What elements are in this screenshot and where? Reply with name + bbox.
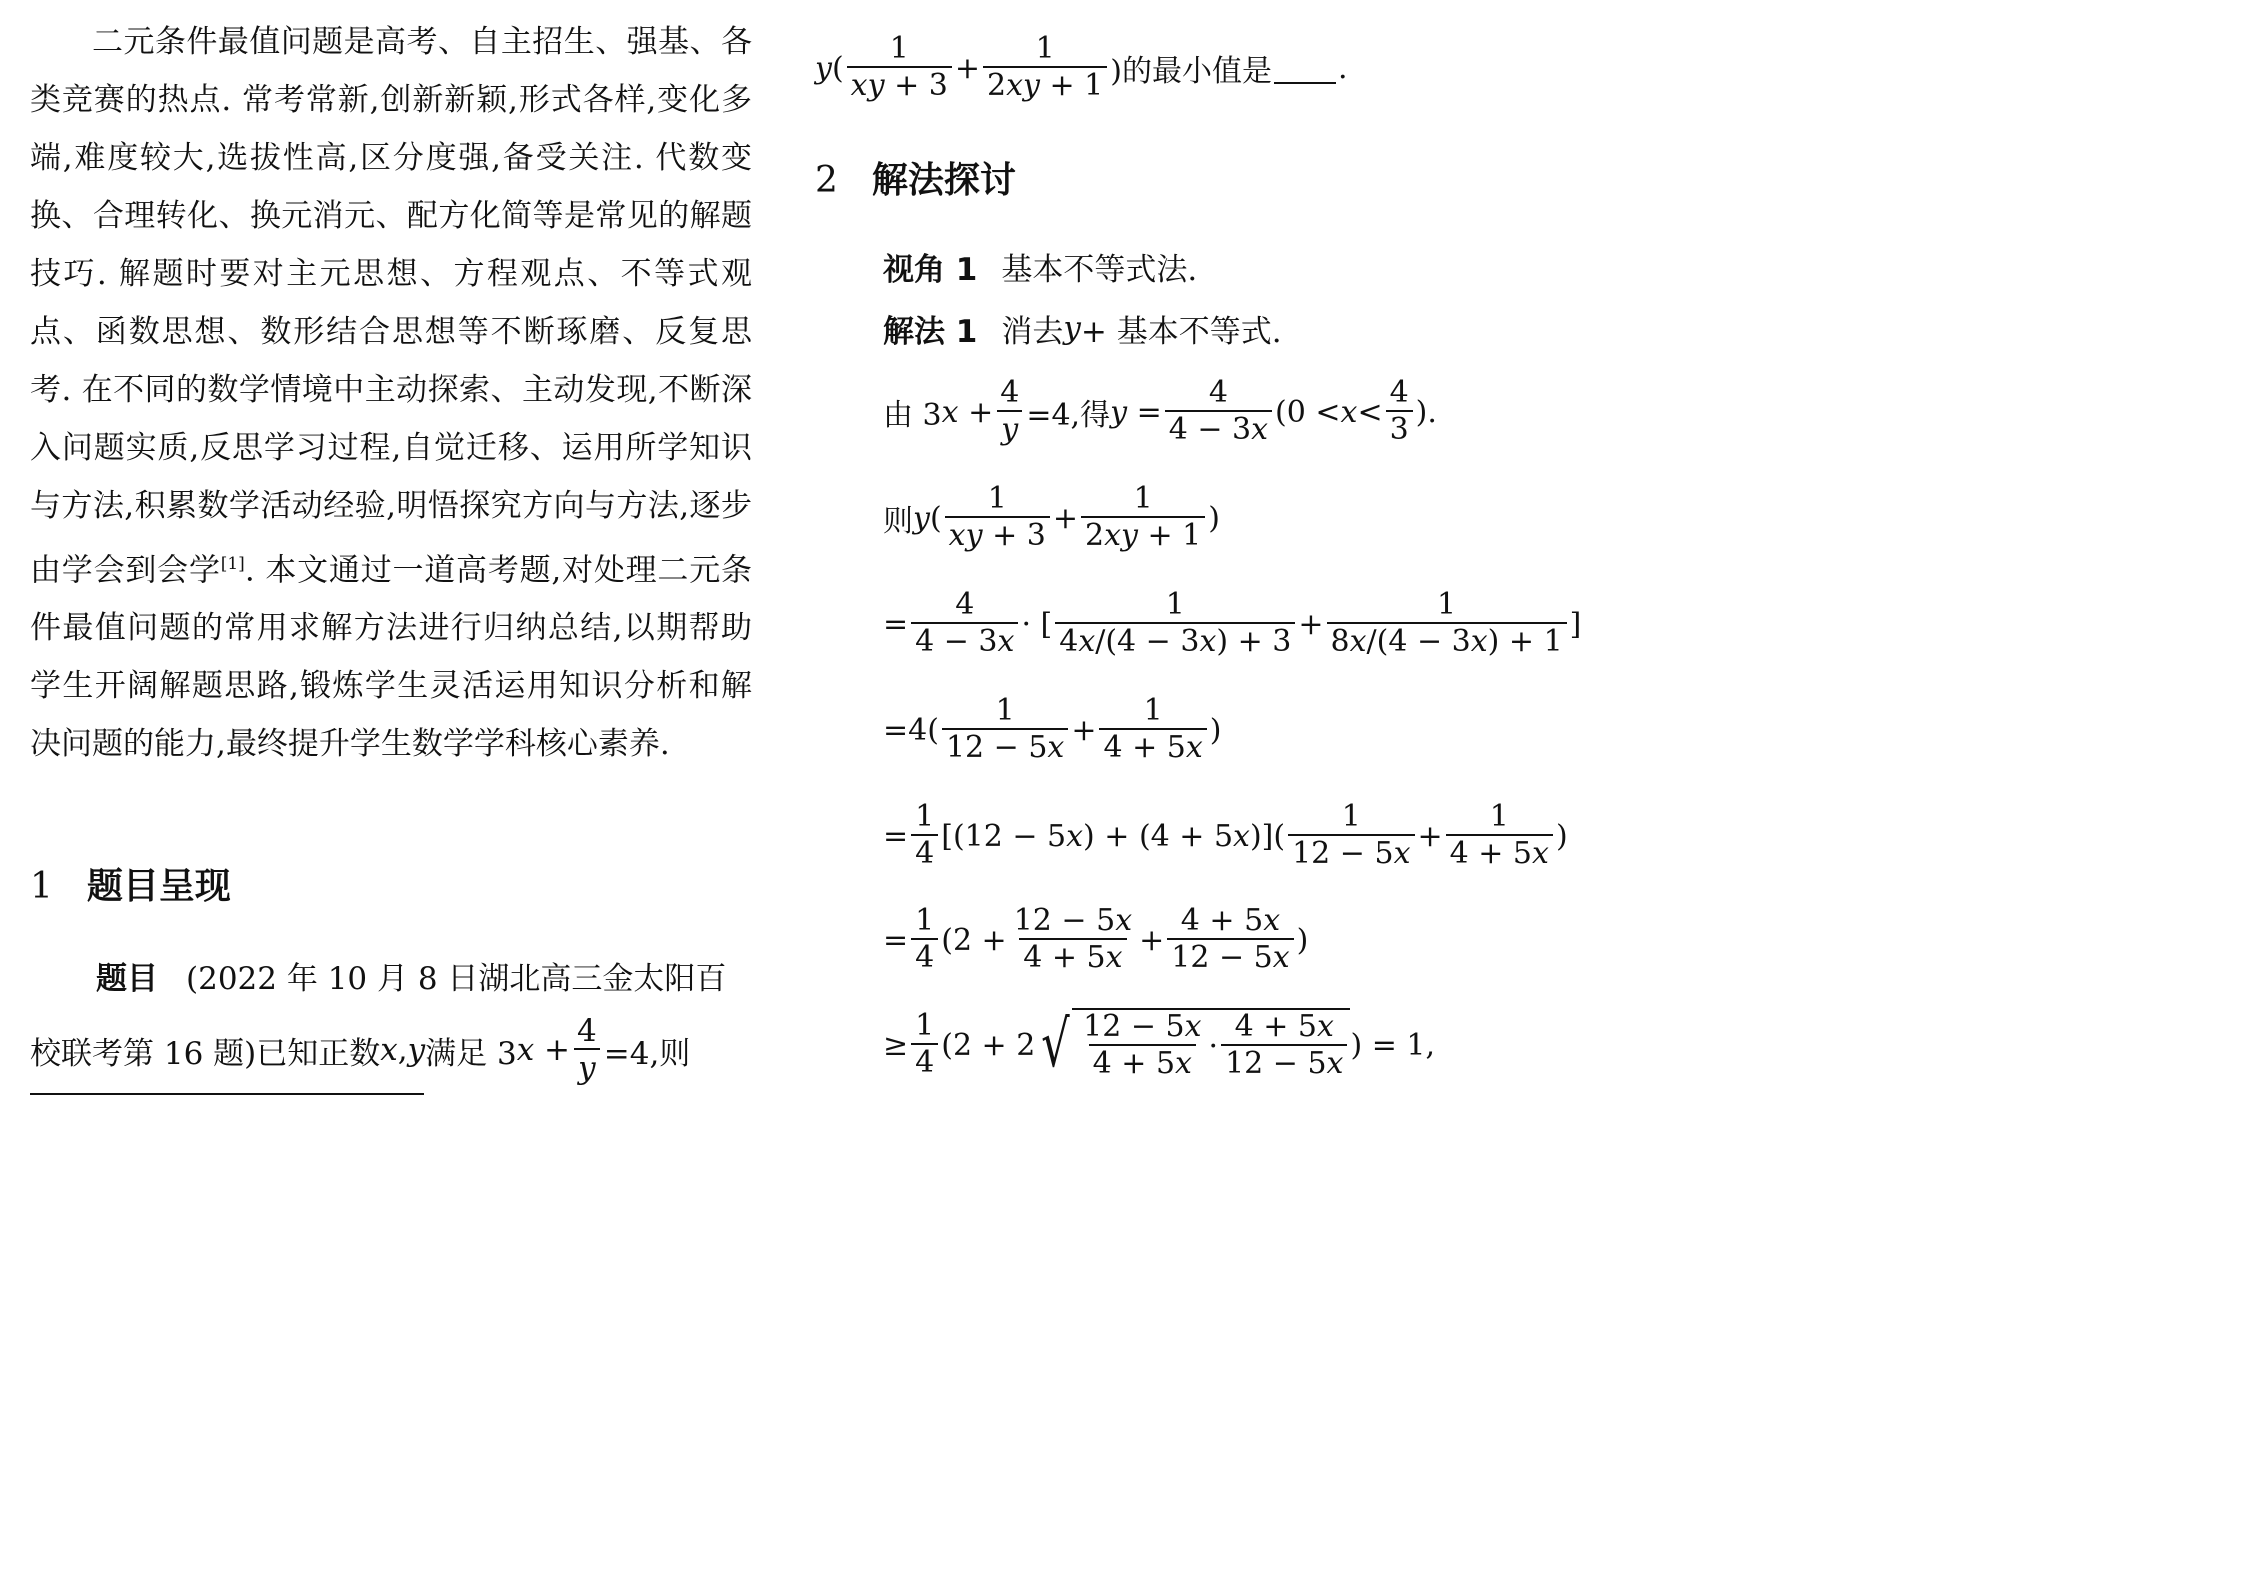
fraction-ratio-b: $\frac{4 + 5x}{12 - 5x}$ <box>1167 904 1293 976</box>
answer-blank[interactable] <box>1274 52 1336 84</box>
step-then-text: 则 <box>883 504 913 539</box>
fraction-1-over-4: $\frac{1}{4}$ <box>911 1009 938 1081</box>
step-simplify: =4( $\frac{1}{12 - 5x}$ + $\frac{1}{4 + 5x}$ ) <box>883 693 1222 765</box>
view-text: 基本不等式法. <box>1001 251 1198 288</box>
section-number: 2 <box>815 160 838 201</box>
fraction-substituted-b: $\frac{1}{8x/(4 - 3x) + 1}$ <box>1327 588 1567 660</box>
problem-text: 校联考第 16 题)已知正数 <box>30 1035 381 1072</box>
problem-source: (2022 年 10 月 8 日湖北高三金太阳百 <box>186 960 727 997</box>
fraction-4-over-4-minus-3x: $\frac{4}{4 - 3x}$ <box>911 588 1018 660</box>
fraction-1-over-12-minus-5x: $\frac{1}{12 - 5x}$ <box>942 694 1068 766</box>
problem-label: 题目 <box>96 960 158 997</box>
method-text: 消去 <box>1001 313 1064 350</box>
problem-line-1 <box>96 950 726 1000</box>
intro-text: 二元条件最值问题是高考、自主招生、强基、各类竞赛的热点. 常考常新,创新新颖,形式各样,变化多端,难度较大,选拔性高,区分度强,备受关注. 代数变换、合理转化、换元消元、配方化简等是常见的解题技巧. 解题时要对主元思想、方程观点、不等式观点、函数思想、数形结合思想等不断琢磨、反复思考. 在不同的数学情境中主动探索、主动发现,不断深入问题实质,反思学习过程,自觉迁移、运用所学知识与方法,积累数学活动经验,明悟探究方向与方法,逐步由学会到会学 <box>30 24 752 589</box>
section-2-heading <box>815 152 1016 203</box>
view-label: 视角 1 <box>883 251 978 288</box>
radical-sign-icon: √ <box>1041 1008 1070 1082</box>
problem-text-3: =4,则 <box>603 1035 691 1072</box>
step-inequality: ≥ $\frac{1}{4}$ (2 + 2 √ $\frac{12 - 5x}{4 + 5x}$ · $\frac{4 + 5x}{12 - 5x}$ ) = 1, <box>883 1008 1436 1082</box>
fraction-4-over-y: $\frac{4}{y}$ <box>996 376 1023 448</box>
fraction-1-over-xy-plus-3: $\frac{1}{xy + 3}$ <box>945 482 1050 554</box>
fraction-ratio-a: $\frac{12 - 5x}{4 + 5x}$ <box>1083 1009 1202 1081</box>
method-text-2: + 基本不等式. <box>1080 313 1282 350</box>
fraction-ratio-a: $\frac{12 - 5x}{4 + 5x}$ <box>1013 903 1133 975</box>
footnote-rule <box>30 1093 424 1095</box>
problem-dot: . <box>1337 50 1348 86</box>
problem-line-2: 校联考第 16 题)已知正数 x , y 满足 3 x + $\frac{4}{y}$ =4,则 <box>30 1013 691 1086</box>
fraction-1-over-4: $\frac{1}{4}$ <box>911 800 938 872</box>
step-from-text: 由 3 <box>883 398 942 433</box>
citation-ref[interactable]: [1] <box>220 554 245 574</box>
intro-text-end: . 本文通过一道高考题,对处理二元条件最值问题的常用求解方法进行归纳总结,以期帮助学生开阔解题思路,锻炼学生灵活运用知识分析和解决问题的能力,最终提升学生数学学科核心素养. <box>30 552 753 763</box>
left-column <box>30 0 752 773</box>
fraction-1-over-xy-plus-3: $\frac{1}{xy + 3}$ <box>847 32 952 104</box>
problem-text-2: 满足 3 <box>425 1035 517 1072</box>
square-root: √ $\frac{12 - 5x}{4 + 5x}$ · $\frac{4 + 5x}{12 - 5x}$ <box>1035 1008 1350 1082</box>
fraction-1-over-4-plus-5x: $\frac{1}{4 + 5x}$ <box>1099 694 1206 766</box>
step-substitute: = $\frac{4}{4 - 3x}$ · [ $\frac{1}{4x/(4 - 3x) + 3}$ + $\frac{1}{8x/(4 - 3x) + 1}$ ] <box>883 587 1582 659</box>
step-expand: = $\frac{1}{4}$ (2 + $\frac{12 - 5x}{4 + 5x}$ + $\frac{4 + 5x}{12 - 5x}$ ) <box>883 903 1309 975</box>
fraction-1-over-12-minus-5x: $\frac{1}{12 - 5x}$ <box>1288 800 1414 872</box>
method-1-line: 解法 1 消去 y + 基本不等式. <box>883 306 1282 350</box>
fraction-1-over-2xy-plus-1: $\frac{1}{2xy + 1}$ <box>983 32 1107 104</box>
step-then: 则 y ( $\frac{1}{xy + 3}$ + $\frac{1}{2xy + 1}$ ) <box>883 481 1220 553</box>
section-title: 题目呈现 <box>86 866 231 907</box>
step-derive-y: 由 3 x + $\frac{4}{y}$ =4,得 y = $\frac{4}{4 - 3x}$ (0 < x < $\frac{4}{3}$ ). <box>883 375 1437 447</box>
fraction-4-over-3: $\frac{4}{3}$ <box>1386 376 1413 448</box>
section-title: 解法探讨 <box>871 160 1016 201</box>
fraction-1-over-2xy-plus-1: $\frac{1}{2xy + 1}$ <box>1081 482 1205 554</box>
fraction-4-over-4-minus-3x: $\frac{4}{4 - 3x}$ <box>1165 376 1272 448</box>
step-get-text: =4,得 <box>1026 398 1111 433</box>
fraction-1-over-4: $\frac{1}{4}$ <box>911 904 938 976</box>
view-1-line <box>883 244 1197 288</box>
problem-question: )的最小值是 <box>1110 54 1272 89</box>
intro-paragraph <box>30 13 752 773</box>
fraction-substituted-a: $\frac{1}{4x/(4 - 3x) + 3}$ <box>1055 588 1295 660</box>
section-1-heading <box>30 858 231 909</box>
fraction-ratio-b: $\frac{4 + 5x}{12 - 5x}$ <box>1221 1010 1347 1082</box>
fraction-4-over-y: $\frac{4}{y}$ <box>573 1014 601 1086</box>
fraction-1-over-4-plus-5x: $\frac{1}{4 + 5x}$ <box>1446 800 1553 872</box>
section-number: 1 <box>30 866 53 907</box>
method-label: 解法 1 <box>883 313 978 350</box>
step-multiply: = $\frac{1}{4}$ [(12 − 5 x ) + (4 + 5 x )]( $\frac{1}{12 - 5x}$ + $\frac{1}{4 + 5x}$ ) <box>883 799 1568 871</box>
problem-expression: y ( $\frac{1}{xy + 3}$ + $\frac{1}{2xy + 1}$ )的最小值是 . <box>815 31 1348 103</box>
